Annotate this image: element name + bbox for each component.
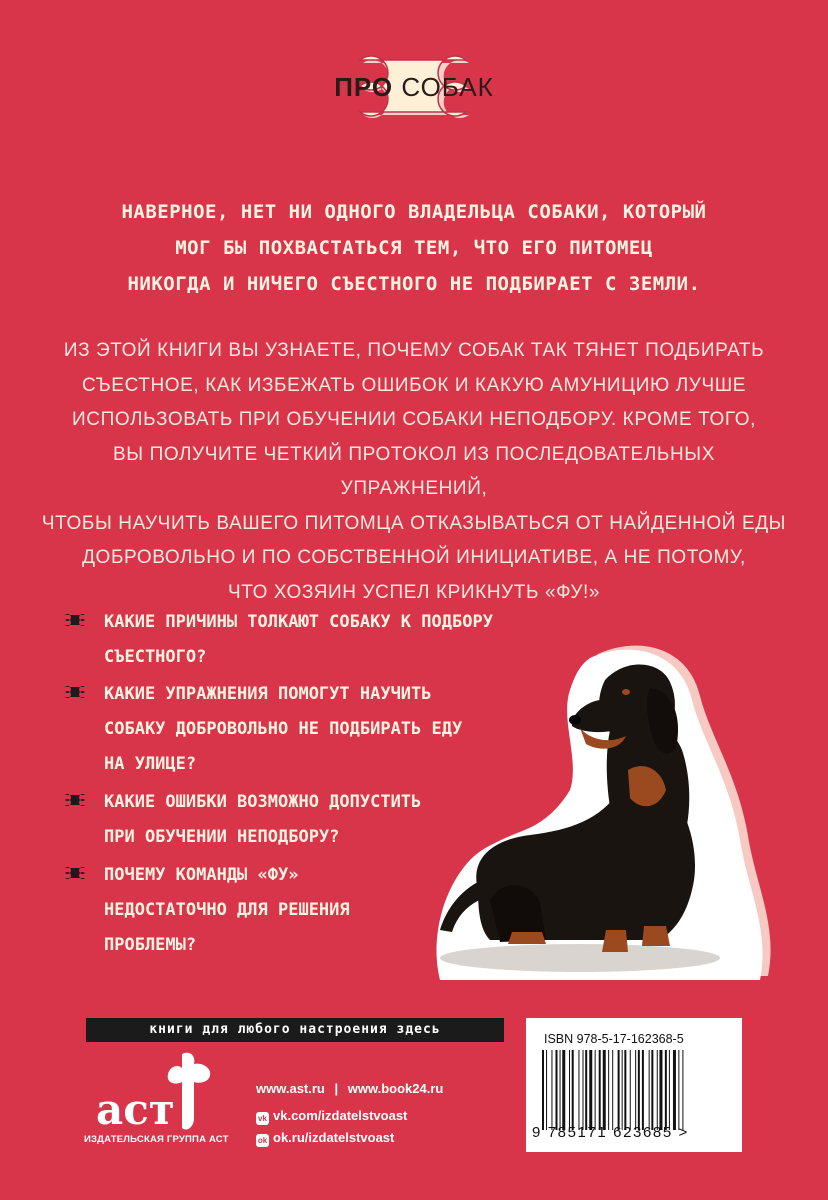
series-title-light: СОБАК — [401, 72, 494, 102]
description-paragraph — [40, 334, 788, 610]
lead-line: НАВЕРНОЕ, НЕТ НИ ОДНОГО ВЛАДЕЛЬЦА СОБАКИ, КОТОРЫЙ — [121, 201, 707, 223]
book24-site-link[interactable]: www.book24.ru — [347, 1081, 444, 1096]
question-line: ПОЧЕМУ КОМАНДЫ «ФУ» — [104, 865, 299, 885]
ok-link[interactable]: ok.ru/izdatelstvoast — [273, 1130, 395, 1145]
lead-line: НИКОГДА И НИЧЕГО СЪЕСТНОГО НЕ ПОДБИРАЕТ С ЗЕМЛИ. — [127, 273, 701, 295]
lead-paragraph — [40, 194, 788, 302]
vk-link[interactable]: vk.com/izdatelstvoast — [273, 1108, 408, 1123]
description-line: ДОБРОВОЛЬНО И ПО СОБСТВЕННОЙ ИНИЦИАТИВЕ, А НЕ ПОТОМУ, — [82, 547, 746, 568]
tagline-bar: книги для любого настроения здесь — [86, 1018, 504, 1042]
series-title — [328, 72, 500, 103]
question-line: КАКИЕ ПРИЧИНЫ ТОЛКАЮТ СОБАКУ К ПОДБОРУ — [104, 612, 493, 632]
question-line: ПРОБЛЕМЫ? — [104, 935, 197, 955]
barcode-digits: 9 785171 623685 > — [532, 1124, 689, 1141]
question-line: НЕДОСТАТОЧНО ДЛЯ РЕШЕНИЯ — [104, 900, 350, 920]
link-separator: | — [334, 1081, 339, 1096]
lead-line: МОГ БЫ ПОХВАСТАТЬСЯ ТЕМ, ЧТО ЕГО ПИТОМЕЦ — [175, 237, 653, 259]
isbn-label: ISBN 978-5-17-162368-5 — [544, 1032, 684, 1046]
question-line: КАКИЕ УПРАЖНЕНИЯ ПОМОГУТ НАУЧИТЬ — [104, 684, 432, 704]
bone-bullet-icon — [60, 685, 90, 699]
question-line: СОБАКУ ДОБРОВОЛЬНО НЕ ПОДБИРАТЬ ЕДУ — [104, 719, 463, 739]
ast-logo-icon — [90, 1048, 230, 1148]
bone-bullet-icon — [60, 793, 90, 807]
description-line: ИЗ ЭТОЙ КНИГИ ВЫ УЗНАЕТЕ, ПОЧЕМУ СОБАК ТАК ТЯНЕТ ПОДБИРАТЬ — [63, 340, 765, 361]
bone-bullet-icon — [60, 613, 90, 627]
series-title-bold: ПРО — [334, 72, 394, 102]
ast-logo-letters: аст — [96, 1085, 175, 1134]
vk-link-row — [256, 1108, 407, 1125]
publisher-name: ИЗДАТЕЛЬСКАЯ ГРУППА АСТ — [84, 1134, 229, 1145]
description-line: СЪЕСТНОЕ, КАК ИЗБЕЖАТЬ ОШИБОК И КАКУЮ АМУНИЦИЮ ЛУЧШЕ — [81, 374, 746, 396]
question-line: ПРИ ОБУЧЕНИИ НЕПОДБОРУ? — [104, 827, 340, 847]
website-links — [256, 1081, 443, 1096]
vk-icon: vk — [256, 1112, 269, 1125]
question-line: КАКИЕ ОШИБКИ ВОЗМОЖНО ДОПУСТИТЬ — [104, 792, 422, 812]
ok-link-row — [256, 1130, 394, 1147]
ok-icon: ok — [257, 1136, 268, 1145]
bone-bullet-icon — [60, 866, 90, 880]
ast-site-link[interactable]: www.ast.ru — [256, 1081, 325, 1096]
description-line: ИСПОЛЬЗОВАТЬ ПРИ ОБУЧЕНИИ СОБАКИ НЕПОДБОРУ. КРОМЕ ТОГО, — [72, 409, 756, 430]
barcode-icon — [542, 1050, 726, 1130]
isbn-barcode-box — [526, 1018, 742, 1152]
question-line: СЪЕСТНОГО? — [104, 647, 207, 667]
dachshund-illustration — [430, 640, 790, 990]
description-line: ЧТО ХОЗЯИН УСПЕЛ КРИКНУТЬ «ФУ!» — [227, 581, 601, 603]
description-line: ЧТОБЫ НАУЧИТЬ ВАШЕГО ПИТОМЦА ОТКАЗЫВАТЬСЯ ОТ НАЙДЕННОЙ ЕДЫ — [41, 512, 787, 534]
question-line: НА УЛИЦЕ? — [104, 754, 197, 774]
description-line: ВЫ ПОЛУЧИТЕ ЧЕТКИЙ ПРОТОКОЛ ИЗ ПОСЛЕДОВАТЕЛЬНЫХ УПРАЖНЕНИЙ, — [113, 443, 715, 499]
